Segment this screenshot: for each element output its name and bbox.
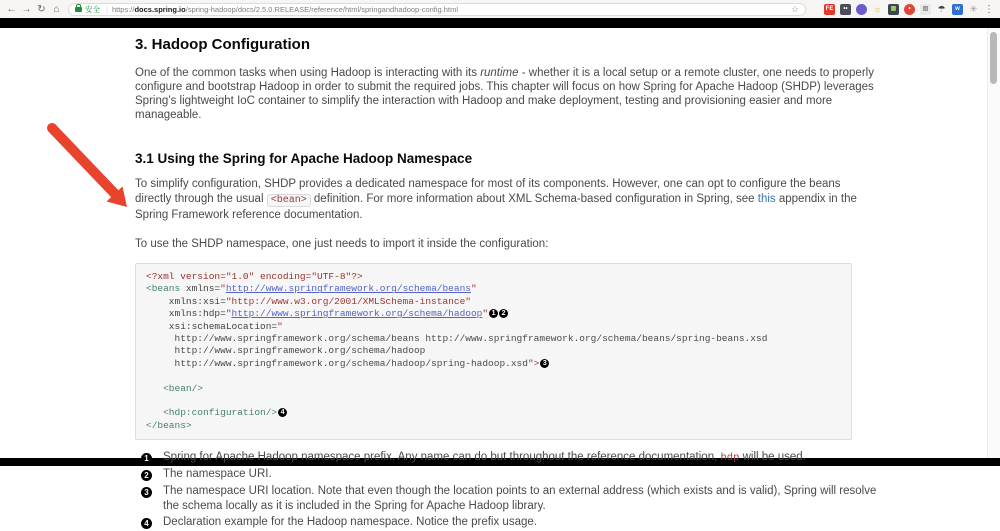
- xml-declaration-token: <?xml version="1.0" encoding="UTF-8"?>: [146, 271, 363, 282]
- extension-tray: [824, 4, 994, 15]
- callout-4-marker-icon: 4: [278, 408, 287, 417]
- purple-circle-extension-icon[interactable]: [856, 4, 867, 15]
- code-tag-token: <bean/>: [146, 382, 204, 394]
- robot-extension-icon[interactable]: ••: [840, 4, 851, 15]
- callout-1-text-after: will be used.: [739, 451, 806, 464]
- code-close-token: ">: [527, 357, 540, 369]
- callout-item: [135, 484, 895, 514]
- callout-3-icon: 3: [141, 487, 152, 498]
- schema-location-token: http://www.springframework.org/schema/beans http://www.springframework.org/schema/beans/spring-beans.xsd: [146, 333, 768, 345]
- code-quote-token: ": [220, 283, 226, 295]
- code-line: [146, 420, 841, 432]
- code-line: [146, 296, 841, 308]
- callout-2-marker-icon: 2: [499, 309, 508, 318]
- umbrella-extension-icon[interactable]: ☂: [937, 3, 946, 14]
- url-domain: docs.spring.io: [134, 4, 186, 14]
- fe-extension-icon[interactable]: FE: [824, 4, 835, 15]
- schema-location-token: http://www.springframework.org/schema/hadoop/spring-hadoop.xsd: [146, 357, 528, 369]
- top-black-strip: [0, 18, 1000, 28]
- code-line: [146, 345, 841, 357]
- callout-item: [135, 467, 895, 483]
- namespace-text-2: definition. For more information about XML Schema-based configuration in Spring, see: [310, 193, 758, 205]
- schema-hadoop-url-link[interactable]: http://www.springframework.org/schema/hadoop: [231, 308, 483, 320]
- url-path: /spring-hadoop/docs/2.5.0.RELEASE/reference/html/springandhadoop-config.html: [185, 4, 458, 14]
- code-tag-token: </beans>: [146, 419, 192, 431]
- callout-2-text: The namespace URI.: [163, 468, 272, 481]
- import-paragraph: To use the SHDP namespace, one just needs to import it inside the configuration:: [135, 238, 549, 250]
- map-pin-extension-icon[interactable]: •: [904, 4, 915, 15]
- runtime-emphasis: runtime: [480, 67, 519, 79]
- namespace-text-1: To simplify configuration, SHDP provides a dedicated namespace for most of its components. However, one can opt to configure the beans directly through the usual: [135, 178, 841, 205]
- this-appendix-link[interactable]: this: [757, 193, 776, 205]
- browser-menu-icon[interactable]: ⋮: [984, 3, 994, 15]
- schema-beans-url-link[interactable]: http://www.springframework.org/schema/beans: [225, 283, 471, 295]
- code-attr-token: xsi:schemaLocation=: [146, 320, 278, 332]
- code-line: [146, 271, 841, 283]
- code-string-token: "http://www.w3.org/2001/XMLSchema-instance": [225, 295, 471, 307]
- code-blank-line: [146, 395, 841, 407]
- callout-4-text: Declaration example for the Hadoop namespace. Notice the prefix usage.: [163, 516, 537, 529]
- code-line: [146, 407, 841, 419]
- page-viewport: [0, 28, 1000, 529]
- code-line: [146, 383, 841, 395]
- home-button[interactable]: ⌂: [53, 3, 60, 15]
- scrollbar-track[interactable]: [987, 28, 1000, 458]
- callout-list: [135, 450, 895, 531]
- code-attr-token: xmlns=: [180, 283, 221, 295]
- security-label: 安全: [85, 4, 100, 14]
- code-quote-token: ": [482, 308, 489, 320]
- forward-button[interactable]: →: [21, 3, 32, 15]
- callout-1-text: [163, 450, 895, 466]
- address-bar[interactable]: [68, 3, 806, 16]
- screenshot-extension-icon[interactable]: ▦: [888, 4, 899, 15]
- bean-code-chip: <bean>: [267, 194, 311, 207]
- code-line: [146, 321, 841, 333]
- code-blank-line: [146, 370, 841, 382]
- code-line: [146, 308, 841, 320]
- callout-item: [135, 450, 895, 466]
- callout-1-icon: 1: [141, 453, 152, 464]
- hdp-inline-code: hdp: [720, 452, 740, 465]
- callout-2-icon: 2: [141, 470, 152, 481]
- photo-extension-icon[interactable]: ▨: [920, 4, 931, 15]
- callout-1-text-before: Spring for Apache Hadoop namespace prefix. Any name can do but throughout the reference documentation,: [163, 451, 721, 464]
- namespace-paragraph: [135, 177, 880, 223]
- lightbulb-extension-icon[interactable]: ☼: [873, 3, 882, 14]
- article-content: [0, 28, 880, 531]
- intro-paragraph: [135, 66, 880, 122]
- code-quote-token: ": [277, 320, 283, 332]
- url-scheme: https://: [111, 4, 135, 14]
- callout-4-icon: 4: [141, 518, 152, 529]
- code-tag-token: <hdp:configuration/>: [146, 407, 278, 419]
- code-line: [146, 333, 841, 345]
- callout-item: [135, 515, 895, 531]
- browser-toolbar: [0, 0, 1000, 18]
- intro-text-after: - whether it is a local setup or a remote cluster, one needs to properly configure and bootstrap Hadoop in order to submit the required jobs. This chapter will focus on how Spring for Apache Hadoop (SHDP) leverages Spring’s lightweight IoC container to simplify the interaction with Hadoop and make deployment, testing and provisioning easier and more manageable.: [135, 67, 874, 121]
- code-line: [146, 283, 841, 295]
- namespace-text-3: appendix in the Spring Framework reference documentation.: [135, 193, 857, 221]
- intro-text-before: One of the common tasks when using Hadoop is interacting with its: [135, 67, 481, 79]
- scrollbar-thumb[interactable]: [990, 32, 997, 84]
- reload-button[interactable]: ↻: [37, 3, 46, 15]
- code-attr-token: xmlns:xsi=: [146, 295, 226, 307]
- flower-extension-icon[interactable]: ✳: [969, 3, 978, 14]
- code-tag-token: <beans: [146, 283, 181, 295]
- padlock-icon[interactable]: [75, 7, 82, 12]
- code-quote-token: ": [470, 283, 477, 295]
- address-separator: |: [106, 4, 108, 14]
- back-button[interactable]: ←: [6, 3, 17, 15]
- code-quote-token: ": [225, 308, 232, 320]
- bookmark-star-icon[interactable]: ☆: [790, 3, 799, 14]
- code-attr-token: xmlns:hdp=: [146, 308, 226, 320]
- section-title: 3.1 Using the Spring for Apache Hadoop Namespace: [135, 151, 473, 166]
- callout-3-marker-icon: 3: [540, 359, 549, 368]
- xml-code-block: [135, 263, 852, 440]
- callout-3-text: The namespace URI location. Note that even though the location points to an external address (which exists and is valid), Spring will resolve the schema locally as it is included in the Spring for Apache Hadoop library.: [163, 485, 877, 513]
- wordpress-extension-icon[interactable]: w: [952, 4, 963, 15]
- code-line: [146, 358, 841, 370]
- page-title: 3. Hadoop Configuration: [135, 36, 310, 53]
- schema-location-token: http://www.springframework.org/schema/hadoop: [146, 345, 426, 357]
- callout-1-marker-icon: 1: [489, 309, 498, 318]
